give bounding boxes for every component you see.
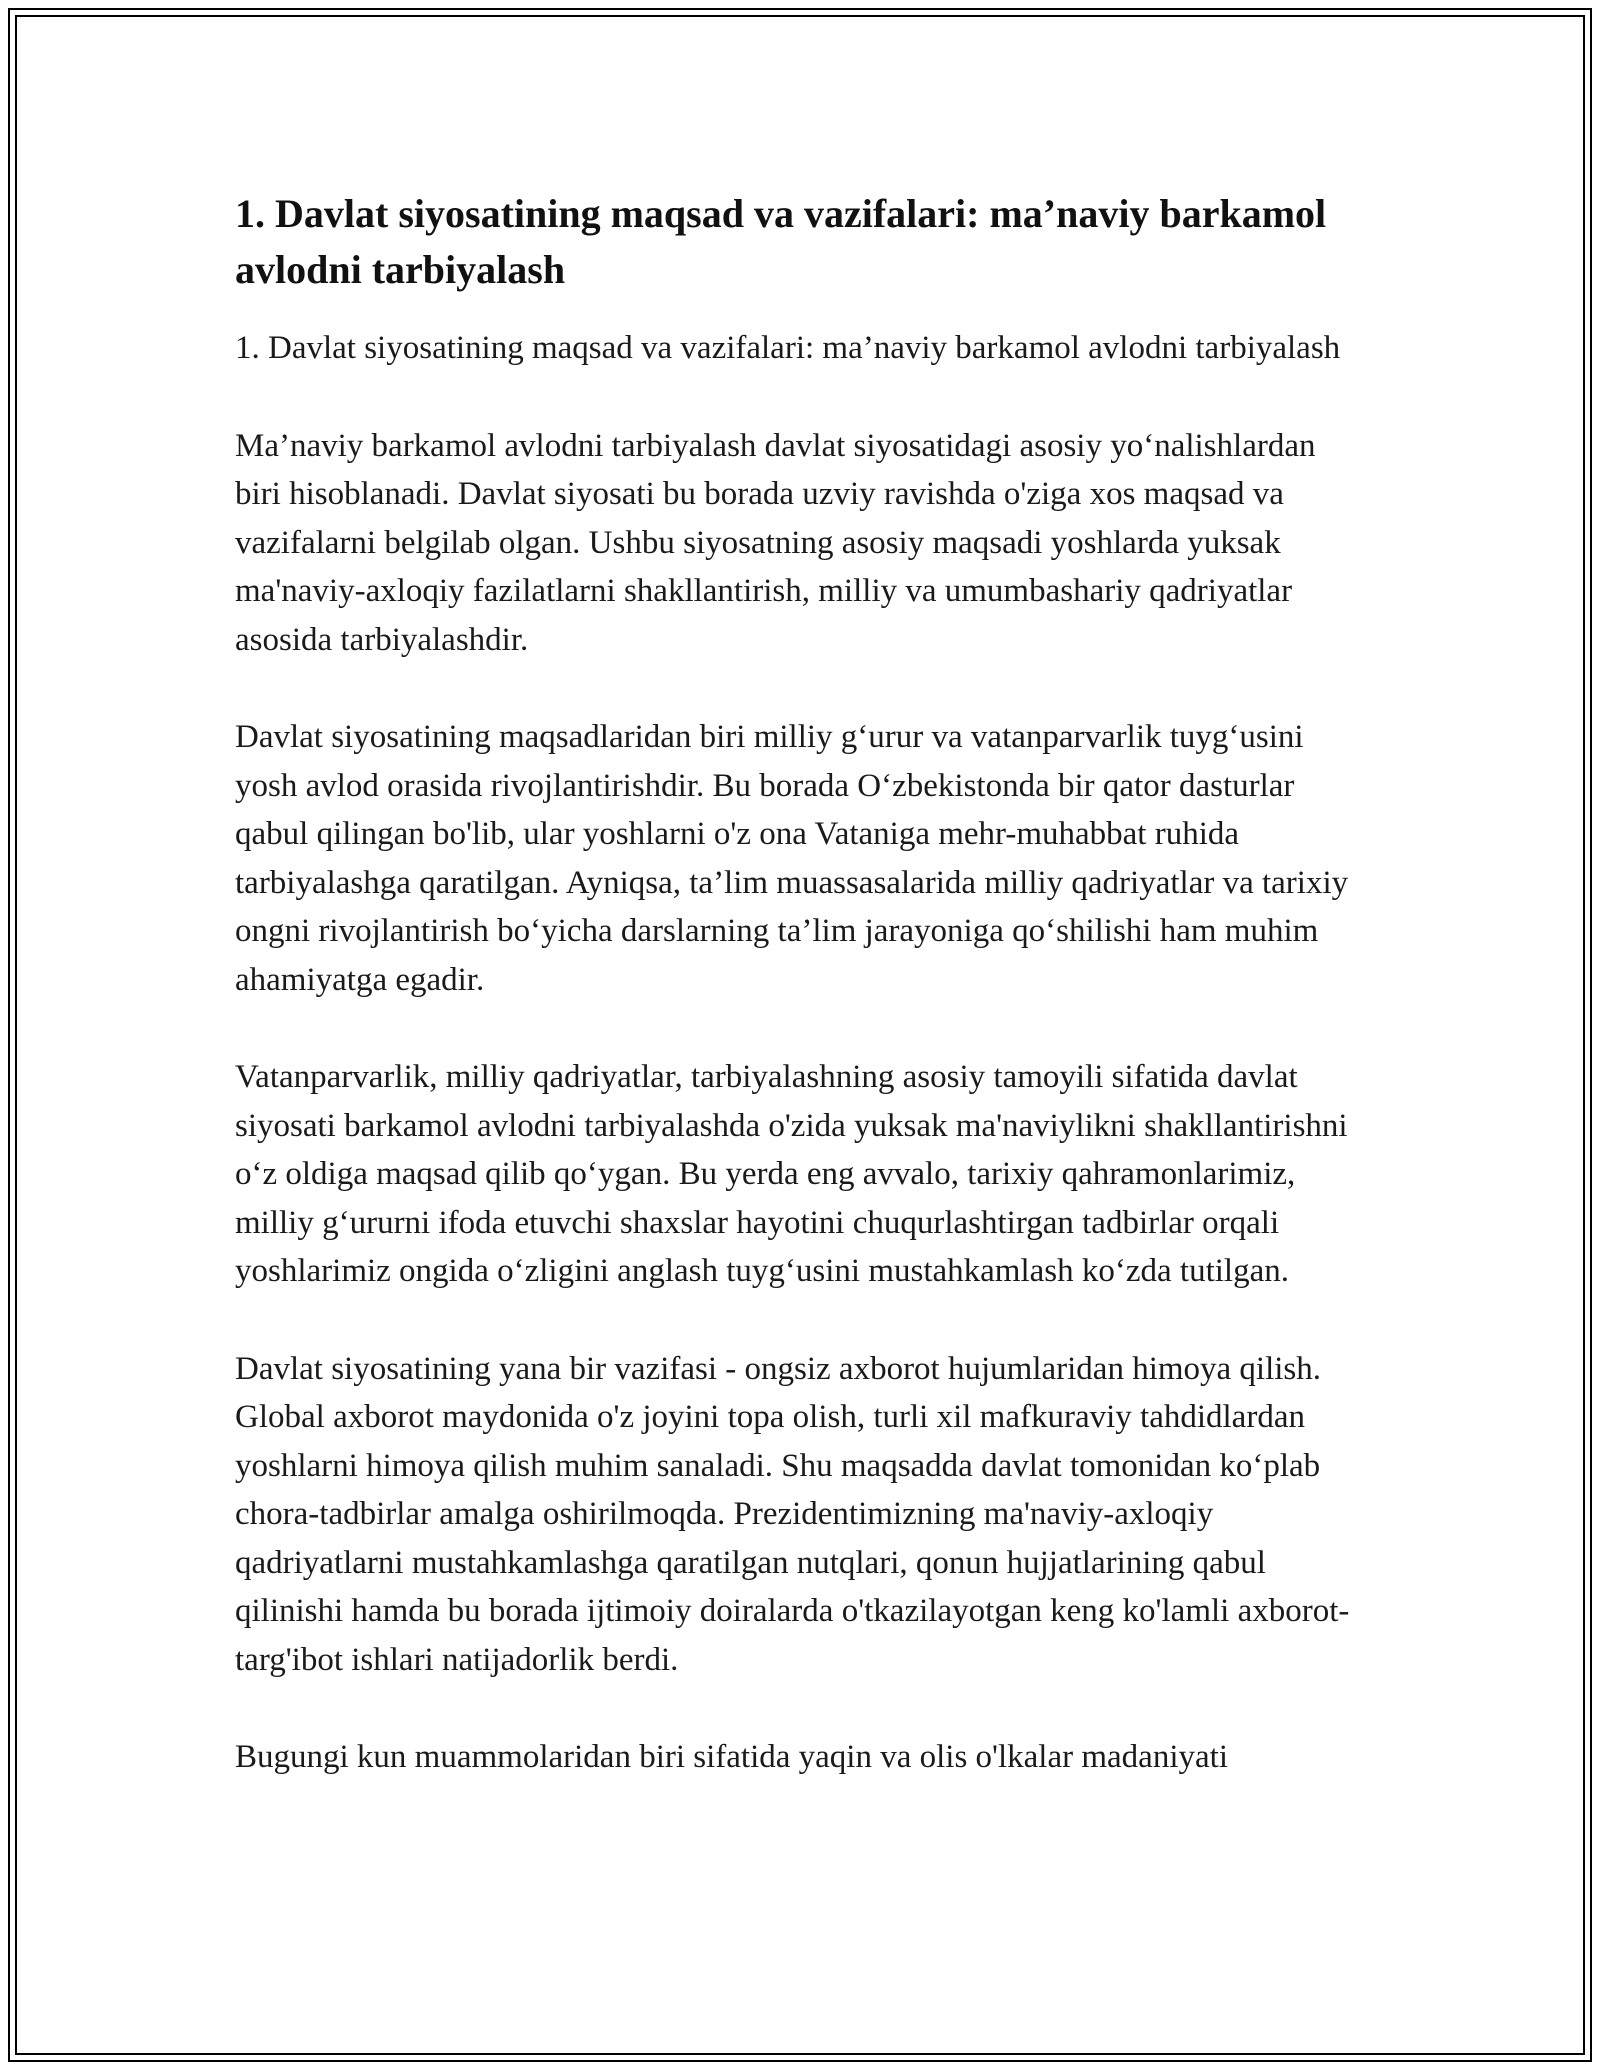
paragraph: Vatanparvarlik, milliy qadriyatlar, tarbiyalashning asosiy tamoyili sifatida davlat siyosati barkamol avlodni tarbiyalashda o'zida yuksak ma'naviylikni shakllantirishni o‘z oldiga maqsad qilib qo‘ygan. Bu yerda eng avvalo, tarixiy qahramonlarimiz, milliy g‘ururni ifoda etuvchi shaxslar hayotini chuqurlashtirgan tadbirlar orqali yoshlarimiz ongida o‘zligini anglash tuyg‘usini mustahkamlash ko‘zda tutilgan. (235, 1059, 1348, 1289)
document-body (235, 186, 1365, 1831)
paragraph-heading-repeat: 1. Davlat siyosatining maqsad va vazifalari: ma’naviy barkamol avlodni tarbiyalash (235, 330, 1341, 366)
paragraph: Ma’naviy barkamol avlodni tarbiyalash davlat siyosatidagi asosiy yo‘nalishlardan biri hisoblanadi. Davlat siyosati bu borada uzviy ravishda o'ziga xos maqsad va vazifalarni belgilab olgan. Ushbu siyosatning asosiy maqsadi yoshlarda yuksak ma'naviy-axloqiy fazilatlarni shakllantirish, milliy va umumbashariy qadriyatlar asosida tarbiyalashdir. (235, 427, 1316, 658)
paragraph: Davlat siyosatining maqsadlaridan biri milliy g‘urur va vatanparvarlik tuyg‘usini yosh avlod orasida rivojlantirishdir. Bu borada O‘zbekistonda bir qator dasturlar qabul qilingan bo'lib, ular yoshlarni o'z ona Vataniga mehr-muhabbat ruhida tarbiyalashga qaratilgan. Ayniqsa, ta’lim muassasalarida milliy qadriyatlar va tarixiy ongni rivojlantirish bo‘yicha darslarning ta’lim jarayoniga qo‘shilishi ham muhim ahamiyatga egadir. (235, 719, 1349, 998)
paragraph: Davlat siyosatining yana bir vazifasi - ongsiz axborot hujumlaridan himoya qilish. Global axborot maydonida o'z joyini topa olish, turli xil mafkuraviy tahdidlardan yoshlarni himoya qilish muhim sanaladi. Shu maqsadda davlat tomonidan ko‘plab chora-tadbirlar amalga oshirilmoqda. Prezidentimizning ma'naviy-axloqiy qadriyatlarni mustahkamlashga qaratilgan nutqlari, qonun hujjatlarining qabul qilinishi hamda bu borada ijtimoiy doiralarda o'tkazilayotgan keng ko'lamli axborot-targ'ibot ishlari natijadorlik berdi. (235, 1350, 1350, 1678)
paragraph-truncated: Bugungi kun muammolaridan biri sifatida yaqin va olis o'lkalar madaniyati (235, 1739, 1228, 1775)
document-title: 1. Davlat siyosatining maqsad va vazifalari: ma’naviy barkamol avlodni tarbiyalash (235, 191, 1327, 292)
